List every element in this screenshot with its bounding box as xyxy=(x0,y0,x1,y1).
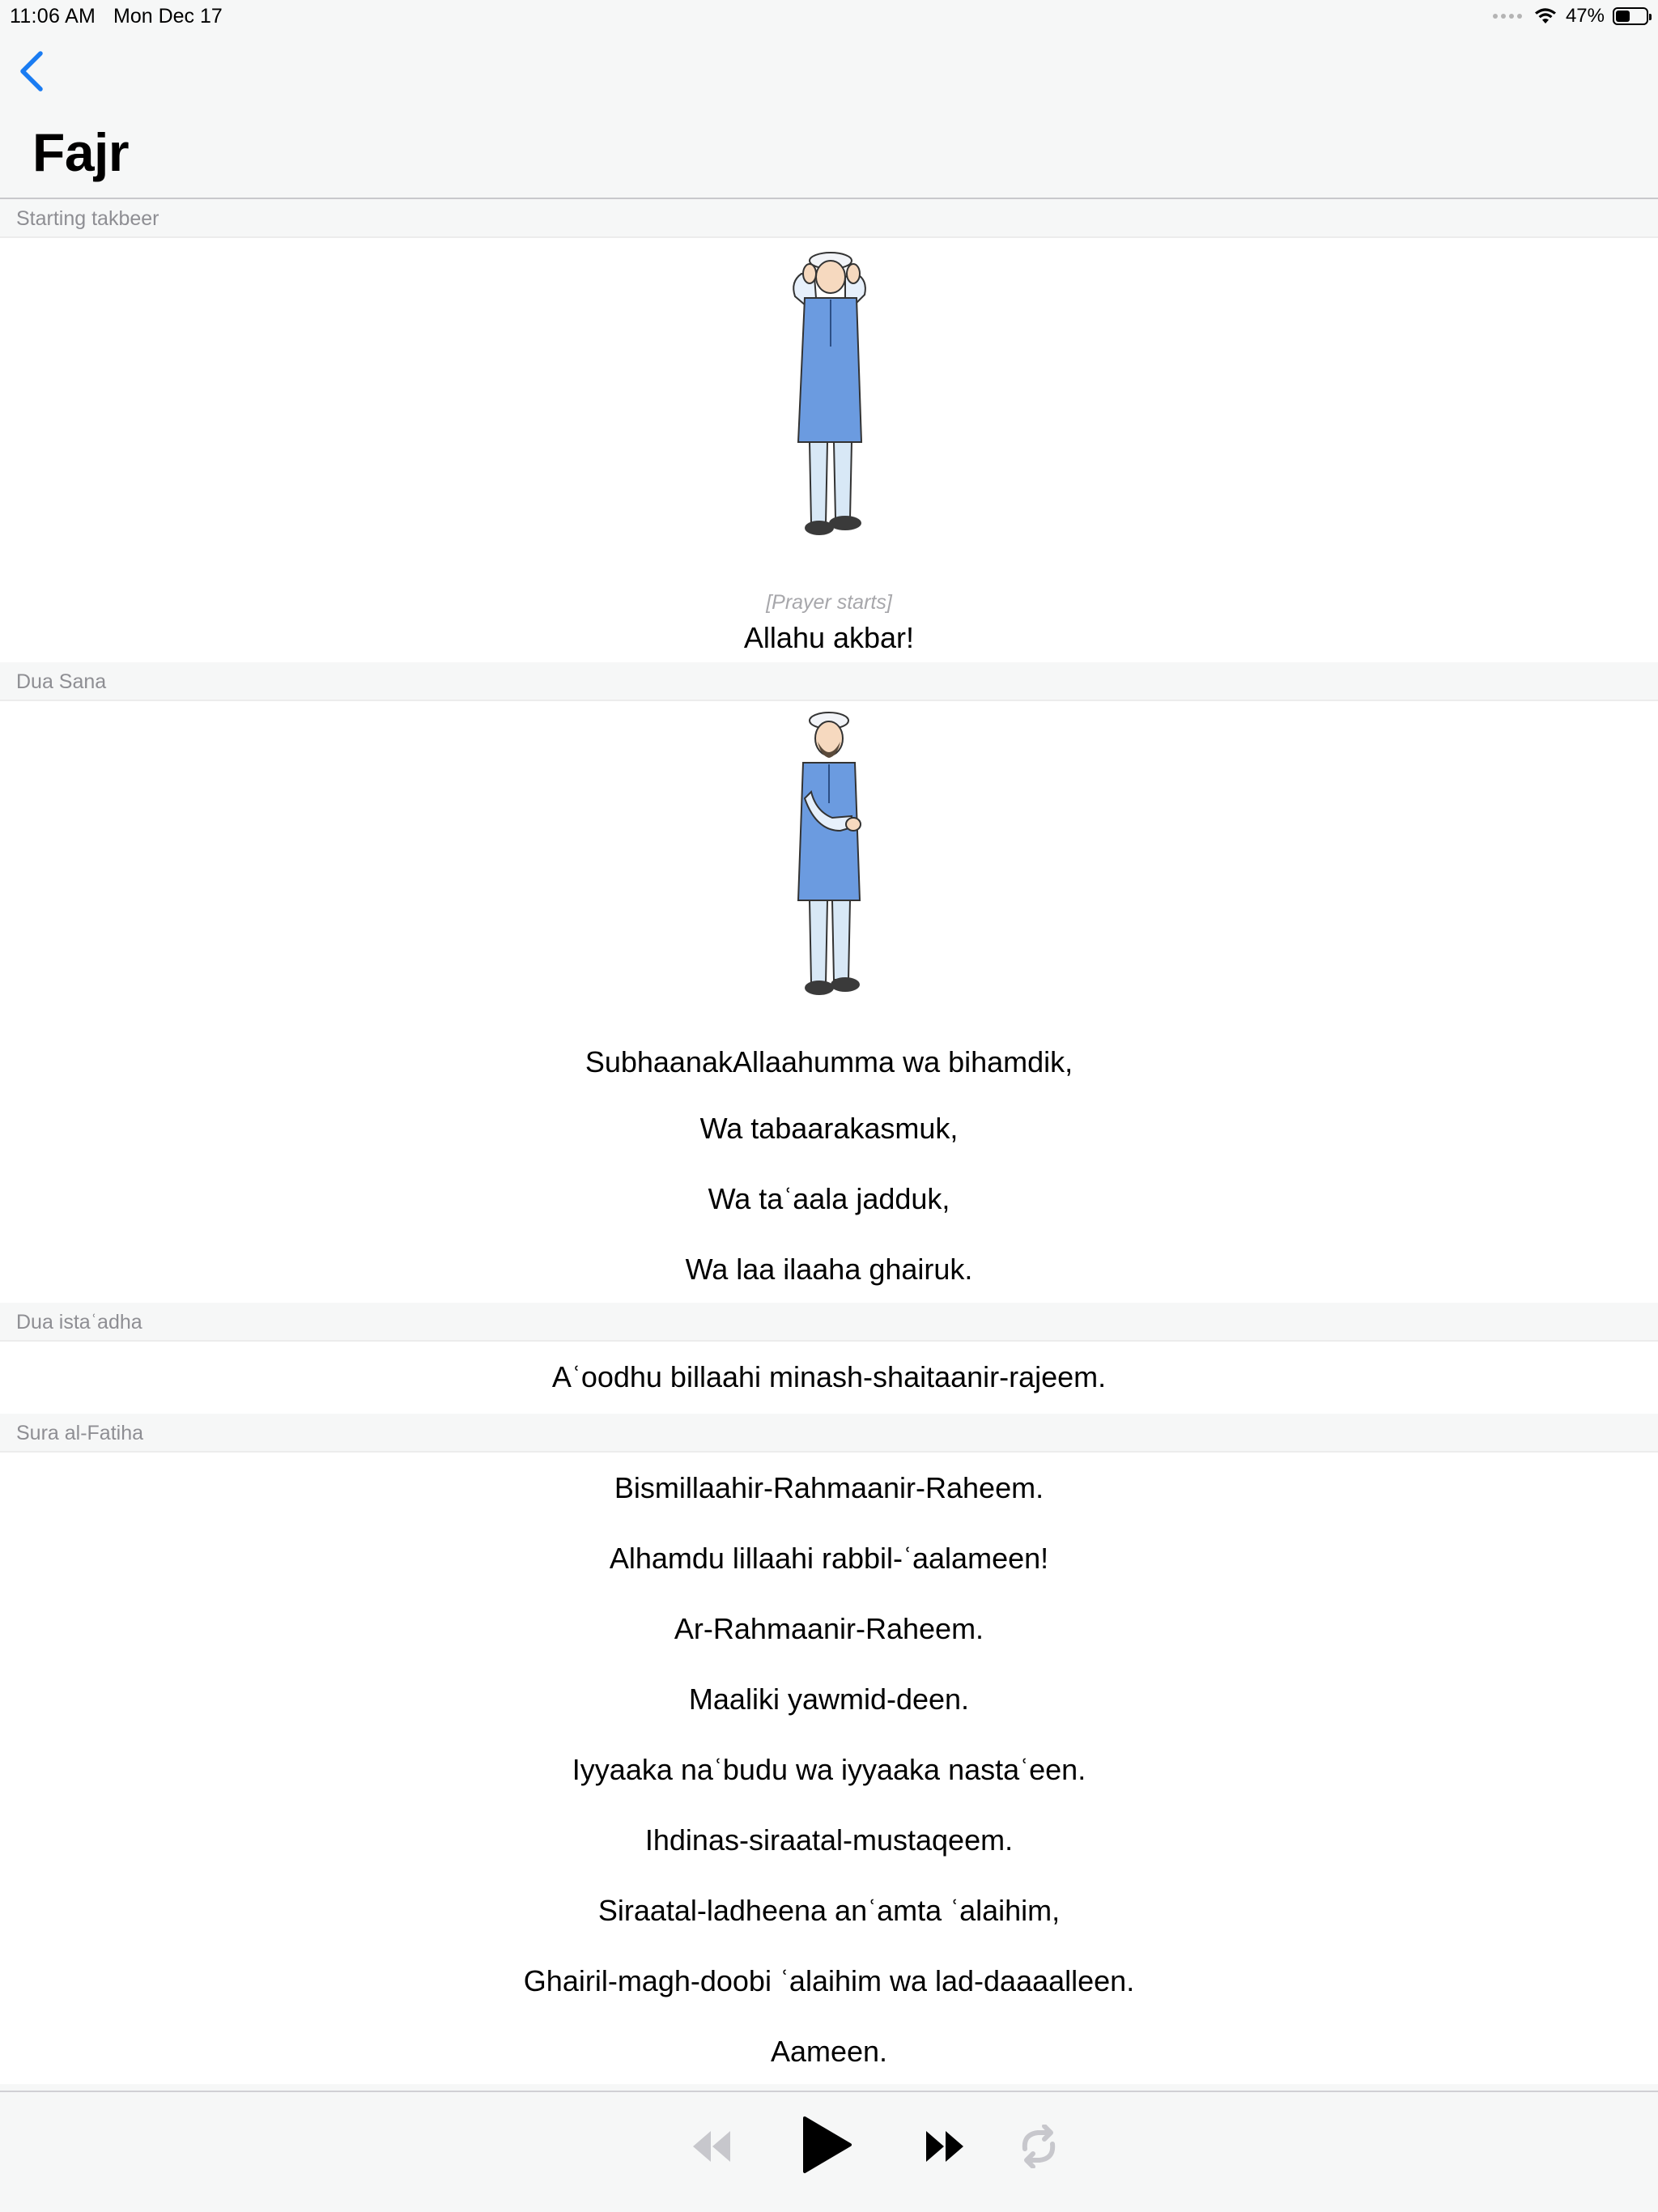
recitation-line: SubhaanakAllaahumma wa bihamdik, xyxy=(585,1045,1073,1078)
section-header-sura-al-fatiha: Sura al-Fatiha xyxy=(0,1414,1658,1453)
recitation-line: Siraatal-ladheena anʿamta ʿalaihim, xyxy=(597,1894,1061,1927)
takbeer-figure-illustration xyxy=(777,249,882,541)
prayer-steps-list[interactable] xyxy=(0,199,1658,2123)
battery-level xyxy=(1616,11,1630,22)
status-indicators xyxy=(1493,3,1648,29)
repeat-icon xyxy=(1025,2126,1052,2167)
fast-forward-icon xyxy=(926,2131,963,2162)
battery-icon xyxy=(1613,7,1648,25)
section-dua-sana xyxy=(0,701,1658,1303)
standing-figure-illustration xyxy=(784,709,874,1001)
page-title: Fajr xyxy=(32,122,130,182)
recitation-line: Bismillaahir-Rahmaanir-Raheem. xyxy=(614,1471,1044,1504)
play-button[interactable] xyxy=(801,2115,853,2175)
chevron-left-icon xyxy=(23,53,40,89)
section-header-starting-takbeer: Starting takbeer xyxy=(0,199,1658,238)
recitation-line: Aʿoodhu billaahi minash-shaitaanir-rajeem. xyxy=(551,1360,1107,1393)
fast-forward-button[interactable] xyxy=(923,2126,967,2167)
recitation-line: Maaliki yawmid-deen. xyxy=(688,1682,970,1716)
play-icon xyxy=(805,2118,850,2172)
recitation-line: Ghairil-magh-doobi ʿalaihim wa lad-daaaalleen. xyxy=(523,1964,1135,1997)
recitation-line: Wa tabaarakasmuk, xyxy=(699,1112,959,1145)
rewind-button[interactable] xyxy=(690,2126,733,2167)
back-button[interactable] xyxy=(16,50,49,92)
recitation-line: Wa laa ilaaha ghairuk. xyxy=(685,1253,973,1286)
recitation-line: Allahu akbar! xyxy=(743,621,915,654)
recitation-line: Ihdinas-siraatal-mustaqeem. xyxy=(644,1823,1014,1857)
section-dua-istaadha xyxy=(0,1342,1658,1414)
status-time: 11:06 AM xyxy=(10,5,96,28)
battery-percent: 47% xyxy=(1565,5,1605,27)
navigation-bar xyxy=(0,0,1658,199)
recitation-line: Ar-Rahmaanir-Raheem. xyxy=(674,1612,984,1645)
audio-player-bar xyxy=(0,2091,1658,2212)
recitation-line: Wa taʿaala jadduk, xyxy=(708,1182,950,1215)
cellular-signal-icon xyxy=(1493,14,1522,19)
section-sura-al-fatiha xyxy=(0,1453,1658,2084)
rewind-icon xyxy=(693,2131,730,2162)
recitation-line: Iyyaaka naʿbudu wa iyyaaka nastaʿeen. xyxy=(572,1753,1086,1786)
status-date: Mon Dec 17 xyxy=(113,5,223,28)
prayer-note: [Prayer starts] xyxy=(766,591,892,614)
section-header-dua-istaadha: Dua istaʿadha xyxy=(0,1303,1658,1342)
wifi-icon xyxy=(1533,7,1558,25)
section-header-dua-sana: Dua Sana xyxy=(0,662,1658,701)
recitation-line: Alhamdu lillaahi rabbil-ʿaalameen! xyxy=(609,1542,1049,1575)
recitation-line: Aameen. xyxy=(770,2035,888,2068)
repeat-button[interactable] xyxy=(1017,2125,1061,2168)
section-starting-takbeer xyxy=(0,238,1658,654)
